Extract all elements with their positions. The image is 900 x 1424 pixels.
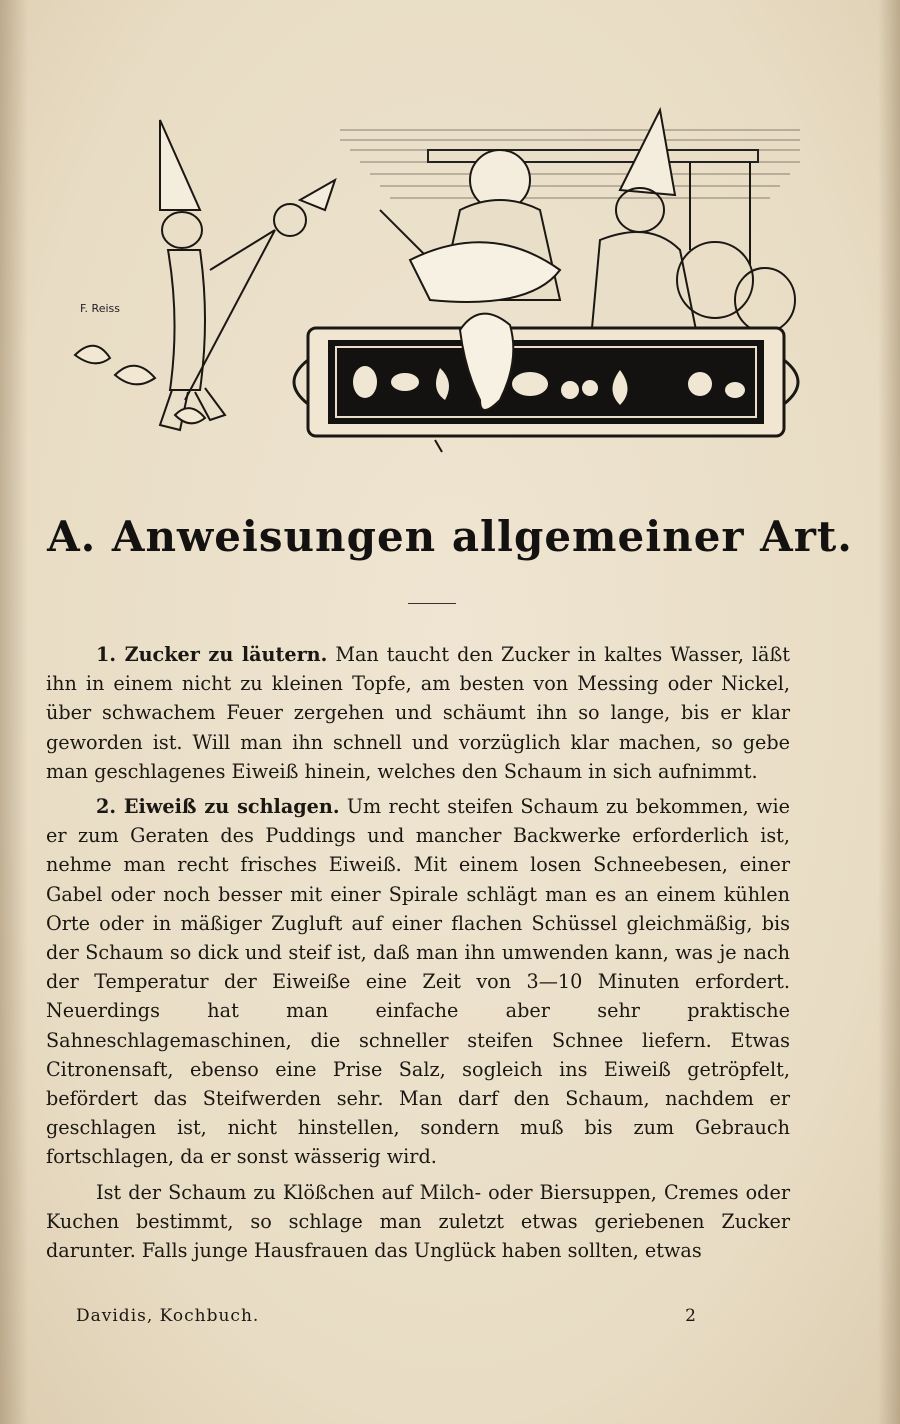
section-heading: 1. Zucker zu läutern. (96, 643, 328, 666)
page-footer (76, 1306, 696, 1336)
section-text: Um recht steifen Schaum zu bekommen, wie er zum Geraten des Puddings und mancher Backwerke erforderlich ist, nehme man recht frisches Eiweiß. Mit einem losen Schneebesen, einer Gabel oder noch besser mit einer Spirale schlägt man es an einem kühlen Orte oder in mäßiger Zugluft auf einer flachen Schüssel gleichmäßig, bis der Schaum so dick und steif ist, daß man ihn umwenden kann, was je nach der Temperatur der Eiweiße eine Zeit von 3—10 Minuten erfordert. Neuerdings hat man einfache aber sehr praktische Sahneschlagemaschinen, die schneller steifen Schnee liefern. Etwas Citronensaft, ebenso eine Prise Salz, sogleich ins Eiweiß getröpfelt, befördert das Steifwerden sehr. Man darf den Schaum, nachdem er geschlagen ist, nicht hinstellen, sondern muß bis zum Gebrauch fortschlagen, da er sonst wässerig wird. (46, 795, 790, 1169)
title-divider-rule (408, 603, 456, 604)
section-text: Man taucht den Zucker in kaltes Wasser, läßt ihn in einem nicht zu kleinen Topfe, am besten von Messing oder Nickel, über schwachem Feuer zergehen und schäumt ihn so lange, bis er klar geworden ist. Will man ihn schnell und vorzüglich klar machen, so gebe man geschlagenes Eiweiß hinein, welches den Schaum in sich aufnimmt. (46, 643, 791, 783)
page-number: 2 (685, 1306, 696, 1326)
section-heading: 2. Eiweiß zu schlagen. (96, 795, 340, 819)
page-edge-shadow-left (0, 0, 28, 1424)
header-illustration (60, 100, 810, 470)
body-text (46, 640, 790, 1265)
section-text: Ist der Schaum zu Klößchen auf Milch- oder Biersuppen, Cremes oder Kuchen bestimmt, so schlage man zuletzt etwas geriebenen Zucker darunter. Falls junge Hausfrauen das Unglück haben sollten, etwas (46, 1180, 790, 1263)
paragraph-schaum-kloesschen (46, 1178, 790, 1266)
chapter-title: A. Anweisungen allgemeiner Art. (47, 512, 853, 561)
decorative-vegetable-frame (294, 328, 798, 436)
paragraph-eiweiss-schlagen (46, 792, 790, 1172)
paragraph-zucker-laeutern (46, 640, 790, 786)
page-edge-shadow-right (878, 0, 900, 1424)
cook-figure (380, 150, 560, 302)
hanging-pans-drawing (677, 162, 795, 332)
artist-signature: F. Reiss (80, 302, 120, 315)
footer-signature: Davidis, Kochbuch. (76, 1306, 260, 1326)
kitchen-background-hatching (340, 130, 800, 198)
